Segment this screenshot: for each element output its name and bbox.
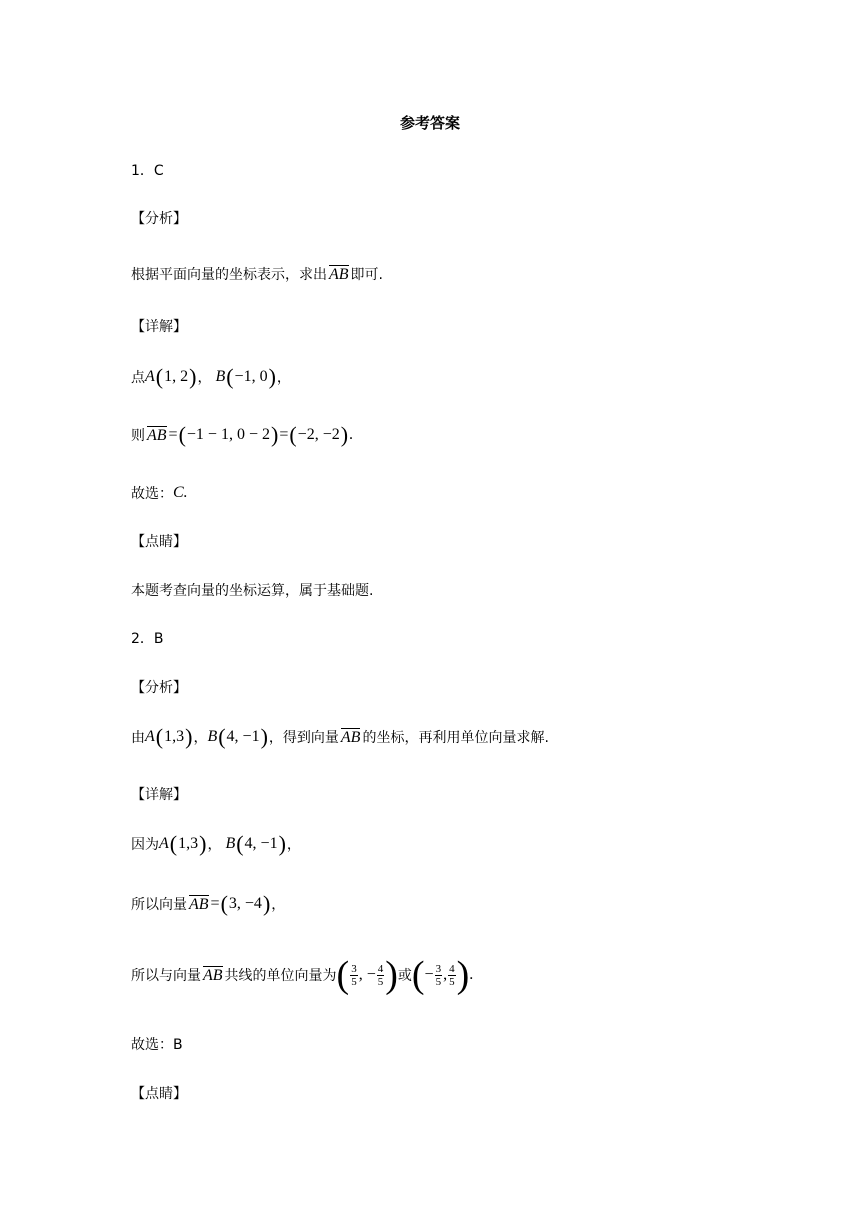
- fraction: $\frac{4}{5}$: [449, 962, 455, 988]
- q1-comment: 本题考查向量的坐标运算，属于基础题.: [131, 583, 374, 599]
- q1-analysis-text: 根据平面向量的坐标表示，求出 AB 即可.: [131, 266, 383, 283]
- vector-ab: AB: [189, 896, 209, 913]
- fraction: $\frac{4}{5}$: [377, 962, 384, 988]
- q1-answer: 故选： C.: [131, 484, 188, 502]
- q2-answer: 故选：B: [131, 1037, 183, 1053]
- q1-number: 1．C: [131, 163, 164, 179]
- vector-ab: AB: [340, 729, 361, 746]
- vector-ab: AB: [147, 427, 167, 444]
- q2-detail-line1: 因为 A ( 1,3 ) ， B ( 4, −1 ) ，: [131, 831, 301, 856]
- q1-detail-label: 【详解】: [131, 319, 187, 335]
- fraction: $\frac{3}{5}$: [435, 962, 442, 988]
- q2-analysis-text: 由 A ( 1,3 ) ， B ( 4, −1 ) ，得到向量 AB 的坐标，再利用单位向量求解.: [131, 724, 549, 749]
- q2-detail-line3: 所以与向量 AB 共线的单位向量为 ( $\frac{3}{5}$ , − $\frac{4}{5}$ ) 或 ( − $\frac{3}{5}$ , $\frac{4}{5}$ ) .: [131, 954, 474, 996]
- vector-ab: AB: [203, 967, 223, 984]
- q2-comment-label: 【点睛】: [131, 1086, 187, 1102]
- q1-comment-label: 【点睛】: [131, 534, 187, 550]
- q1-points-line: 点 A ( 1, 2 ) ， B ( −1, 0 ) ，: [131, 364, 291, 389]
- q1-analysis-label: 【分析】: [131, 211, 187, 227]
- q1-calc-line: 则 AB = ( −1 − 1, 0 − 2 ) = ( −2, −2 ) .: [131, 422, 354, 447]
- fraction: $\frac{3}{5}$: [351, 962, 357, 988]
- page-title: 参考答案: [399, 114, 460, 132]
- q2-detail-line2: 所以向量 AB = ( 3, −4 ) ，: [131, 891, 286, 916]
- q2-detail-label: 【详解】: [131, 787, 187, 803]
- q2-analysis-label: 【分析】: [131, 680, 187, 696]
- q2-number: 2．B: [131, 631, 164, 647]
- vector-ab: AB: [329, 266, 349, 283]
